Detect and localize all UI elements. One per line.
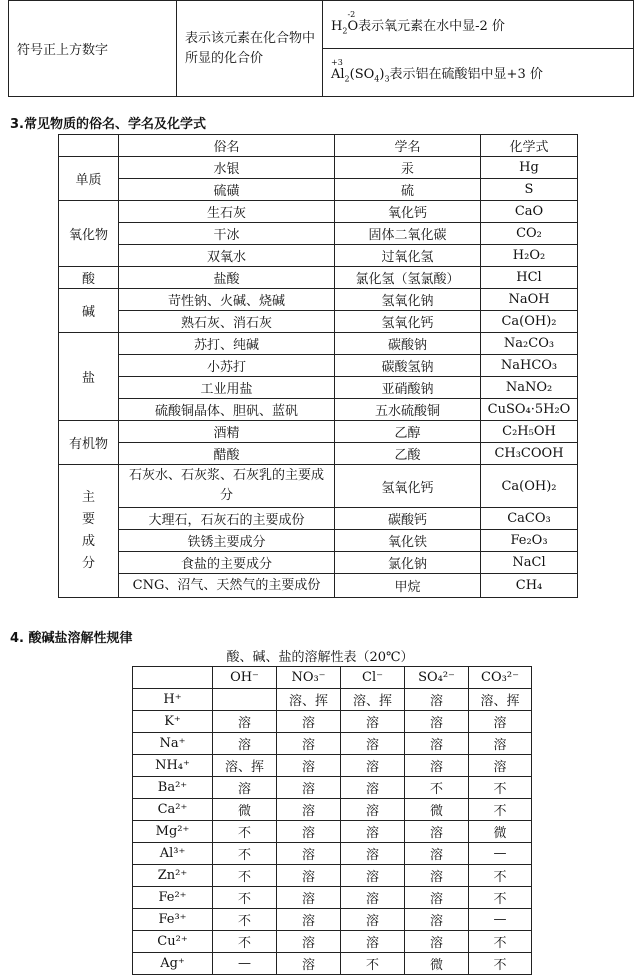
solubility-cell: 溶 (213, 777, 277, 799)
common-name-cell: 硫酸铜晶体、胆矾、蓝矾 (119, 399, 335, 421)
common-name-cell: 石灰水、石灰浆、石灰乳的主要成分 (119, 465, 335, 508)
solubility-cell: 溶 (405, 689, 469, 711)
table-row (59, 377, 578, 399)
notation-label: 符号正上方数字 (9, 1, 177, 97)
scientific-name-cell: 碳酸氢钠 (335, 355, 481, 377)
solubility-cell: 不 (469, 777, 532, 799)
solubility-cell: 不 (469, 887, 532, 909)
cation-cell: Ba²⁺ (133, 777, 213, 799)
substance-names-table (58, 134, 578, 598)
anion-header: OH⁻ (213, 667, 277, 689)
table-row (133, 777, 532, 799)
solubility-cell: 溶 (469, 755, 532, 777)
cation-cell: NH₄⁺ (133, 755, 213, 777)
formula-cell: NaOH (481, 289, 578, 311)
valence-mark: -2 (347, 10, 356, 19)
formula-cell: H₂O₂ (481, 245, 578, 267)
common-name-cell: 醋酸 (119, 443, 335, 465)
common-name-cell: 熟石灰、消石灰 (119, 311, 335, 333)
solubility-cell: 不 (469, 953, 532, 975)
solubility-cell: 不 (213, 909, 277, 931)
common-name-cell: 铁锈主要成分 (119, 530, 335, 552)
table-row (133, 843, 532, 865)
table-row (59, 201, 578, 223)
scientific-name-cell: 氯化钠 (335, 552, 481, 574)
table-row (133, 799, 532, 821)
solubility-cell (213, 689, 277, 711)
table-row (133, 711, 532, 733)
formula-cell: Fe₂O₃ (481, 530, 578, 552)
scientific-name-cell: 氧化铁 (335, 530, 481, 552)
table-row (59, 355, 578, 377)
example-aluminum-sulfate: +3 $Al_2(SO_4)_3$表示铝在硫酸铝中显+3 价 (323, 49, 634, 97)
table-row (59, 443, 578, 465)
table-row (59, 333, 578, 355)
cation-cell: H⁺ (133, 689, 213, 711)
solubility-cell: 溶 (277, 909, 341, 931)
cation-cell: Al³⁺ (133, 843, 213, 865)
table-row (133, 689, 532, 711)
solubility-table (132, 666, 532, 975)
solubility-cell: 溶 (341, 821, 405, 843)
notation-description: 表示该元素在化合物中所显的化合价 (177, 1, 323, 97)
formula-cell: C₂H₅OH (481, 421, 578, 443)
category-cell: 主 要 成 分 (59, 465, 119, 598)
solubility-cell: 溶 (405, 711, 469, 733)
solubility-cell: 溶 (213, 733, 277, 755)
header-scientific-name: 学名 (335, 135, 481, 157)
table-row (59, 552, 578, 574)
anion-header-row (133, 667, 532, 689)
solubility-cell: 溶 (341, 799, 405, 821)
table-row (133, 887, 532, 909)
solubility-cell: 不 (213, 931, 277, 953)
table-row (59, 465, 578, 508)
solubility-cell: 溶 (277, 777, 341, 799)
solubility-cell: 不 (469, 865, 532, 887)
solubility-cell: 微 (405, 799, 469, 821)
category-cell: 酸 (59, 267, 119, 289)
scientific-name-cell: 氧化钙 (335, 201, 481, 223)
solubility-cell: 溶 (277, 865, 341, 887)
anion-header: SO₄²⁻ (405, 667, 469, 689)
common-name-cell: 工业用盐 (119, 377, 335, 399)
common-name-cell: 水银 (119, 157, 335, 179)
category-cell: 氧化物 (59, 201, 119, 267)
table-row (59, 508, 578, 530)
scientific-name-cell: 亚硝酸钠 (335, 377, 481, 399)
formula-cell: Na₂CO₃ (481, 333, 578, 355)
solubility-cell: 溶 (341, 843, 405, 865)
formula-cell: NaCl (481, 552, 578, 574)
solubility-cell: 不 (213, 865, 277, 887)
scientific-name-cell: 甲烷 (335, 574, 481, 598)
solubility-cell: 溶 (405, 843, 469, 865)
solubility-cell: 微 (213, 799, 277, 821)
solubility-cell: 溶 (341, 909, 405, 931)
solubility-cell: 溶 (405, 733, 469, 755)
solubility-cell: — (213, 953, 277, 975)
solubility-cell: 溶 (277, 953, 341, 975)
section3-heading: 3.常见物质的俗名、学名及化学式 (10, 117, 206, 132)
cation-cell: Fe²⁺ (133, 887, 213, 909)
common-name-cell: 干冰 (119, 223, 335, 245)
table-row (59, 245, 578, 267)
formula-cell: CaCO₃ (481, 508, 578, 530)
category-cell: 碱 (59, 289, 119, 333)
table-row (59, 421, 578, 443)
cation-cell: Ag⁺ (133, 953, 213, 975)
solubility-cell: 溶 (277, 931, 341, 953)
solubility-cell: 溶、挥 (277, 689, 341, 711)
solubility-cell: 溶、挥 (213, 755, 277, 777)
table-row (59, 179, 578, 201)
valence-notation-table (8, 0, 634, 97)
solubility-cell: 溶 (405, 931, 469, 953)
formula-cell: Ca(OH)₂ (481, 465, 578, 508)
solubility-cell: 溶 (469, 711, 532, 733)
formula-cell: HCl (481, 267, 578, 289)
formula-cell: Hg (481, 157, 578, 179)
scientific-name-cell: 氢氧化钙 (335, 465, 481, 508)
solubility-cell: 溶 (405, 865, 469, 887)
solubility-cell: 溶 (341, 887, 405, 909)
solubility-cell: 溶、挥 (469, 689, 532, 711)
solubility-cell: 溶 (277, 711, 341, 733)
table-row (59, 223, 578, 245)
common-name-cell: 小苏打 (119, 355, 335, 377)
solubility-cell: 溶 (277, 733, 341, 755)
common-name-cell: 生石灰 (119, 201, 335, 223)
formula-cell: S (481, 179, 578, 201)
solubility-cell: 溶 (341, 777, 405, 799)
common-name-cell: 酒精 (119, 421, 335, 443)
solubility-caption: 酸、碱、盐的溶解性表（20℃） (226, 650, 414, 665)
scientific-name-cell: 碳酸钙 (335, 508, 481, 530)
solubility-cell: 溶 (405, 821, 469, 843)
scientific-name-cell: 五水硫酸铜 (335, 399, 481, 421)
common-name-cell: 硫磺 (119, 179, 335, 201)
scientific-name-cell: 硫 (335, 179, 481, 201)
solubility-cell: — (469, 909, 532, 931)
scientific-name-cell: 固体二氧化碳 (335, 223, 481, 245)
table-row (59, 530, 578, 552)
solubility-cell: 不 (341, 953, 405, 975)
formula-cell: CH₄ (481, 574, 578, 598)
table-row (133, 931, 532, 953)
solubility-cell: 溶 (277, 843, 341, 865)
anion-header: CO₃²⁻ (469, 667, 532, 689)
valence-mark: +3 (331, 58, 343, 67)
common-name-cell: CNG、沼气、天然气的主要成份 (119, 574, 335, 598)
solubility-cell: 溶 (277, 887, 341, 909)
category-cell: 盐 (59, 333, 119, 421)
solubility-cell: 不 (213, 887, 277, 909)
cation-cell: K⁺ (133, 711, 213, 733)
scientific-name-cell: 过氧化氢 (335, 245, 481, 267)
cation-cell: Na⁺ (133, 733, 213, 755)
header-common-name: 俗名 (119, 135, 335, 157)
solubility-cell: — (469, 843, 532, 865)
example-water: $H_2$ -2 O表示氧元素在水中显-2 价 (323, 1, 634, 49)
table-row (59, 157, 578, 179)
common-name-cell: 苏打、纯碱 (119, 333, 335, 355)
common-name-cell: 食盐的主要成分 (119, 552, 335, 574)
table-row (133, 909, 532, 931)
solubility-cell: 溶 (213, 711, 277, 733)
solubility-cell: 不 (213, 821, 277, 843)
solubility-cell: 不 (405, 777, 469, 799)
cation-cell: Ca²⁺ (133, 799, 213, 821)
solubility-cell: 溶 (405, 755, 469, 777)
table-row (59, 311, 578, 333)
anion-header: NO₃⁻ (277, 667, 341, 689)
table-row (133, 733, 532, 755)
solubility-cell: 溶、挥 (341, 689, 405, 711)
scientific-name-cell: 乙酸 (335, 443, 481, 465)
table-row (59, 399, 578, 421)
cation-cell: Cu²⁺ (133, 931, 213, 953)
formula-cell: CH₃COOH (481, 443, 578, 465)
table-row (59, 289, 578, 311)
solubility-cell: 溶 (277, 799, 341, 821)
scientific-name-cell: 汞 (335, 157, 481, 179)
header-formula: 化学式 (481, 135, 578, 157)
cation-cell: Fe³⁺ (133, 909, 213, 931)
formula-cell: Ca(OH)₂ (481, 311, 578, 333)
header-blank (59, 135, 119, 157)
table-row (133, 821, 532, 843)
scientific-name-cell: 碳酸钠 (335, 333, 481, 355)
anion-header: Cl⁻ (341, 667, 405, 689)
header-blank (133, 667, 213, 689)
table-row (59, 574, 578, 598)
scientific-name-cell: 氢氧化钠 (335, 289, 481, 311)
common-name-cell: 双氧水 (119, 245, 335, 267)
cation-cell: Mg²⁺ (133, 821, 213, 843)
scientific-name-cell: 氢氧化钙 (335, 311, 481, 333)
solubility-cell: 微 (469, 821, 532, 843)
solubility-cell: 溶 (341, 865, 405, 887)
scientific-name-cell: 氯化氢（氢氯酸） (335, 267, 481, 289)
solubility-cell: 溶 (341, 711, 405, 733)
table-row (133, 953, 532, 975)
solubility-cell: 不 (213, 843, 277, 865)
solubility-cell: 溶 (469, 733, 532, 755)
solubility-cell: 溶 (405, 887, 469, 909)
formula-cell: CO₂ (481, 223, 578, 245)
solubility-cell: 溶 (341, 755, 405, 777)
common-name-cell: 盐酸 (119, 267, 335, 289)
formula-cell: CuSO₄·5H₂O (481, 399, 578, 421)
table-row (59, 267, 578, 289)
cation-cell: Zn²⁺ (133, 865, 213, 887)
scientific-name-cell: 乙醇 (335, 421, 481, 443)
formula-cell: NaHCO₃ (481, 355, 578, 377)
formula-cell: NaNO₂ (481, 377, 578, 399)
solubility-cell: 溶 (341, 931, 405, 953)
table-row (133, 865, 532, 887)
solubility-cell: 溶 (341, 733, 405, 755)
category-cell: 单质 (59, 157, 119, 201)
solubility-cell: 不 (469, 799, 532, 821)
solubility-cell: 微 (405, 953, 469, 975)
table-row (133, 755, 532, 777)
solubility-cell: 溶 (277, 755, 341, 777)
solubility-cell: 不 (469, 931, 532, 953)
solubility-cell: 溶 (277, 821, 341, 843)
solubility-cell: 溶 (405, 909, 469, 931)
formula-cell: CaO (481, 201, 578, 223)
common-name-cell: 大理石，石灰石的主要成份 (119, 508, 335, 530)
common-name-cell: 苛性钠、火碱、烧碱 (119, 289, 335, 311)
category-cell: 有机物 (59, 421, 119, 465)
section4-heading: 4. 酸碱盐溶解性规律 (10, 631, 133, 646)
table-header-row (59, 135, 578, 157)
